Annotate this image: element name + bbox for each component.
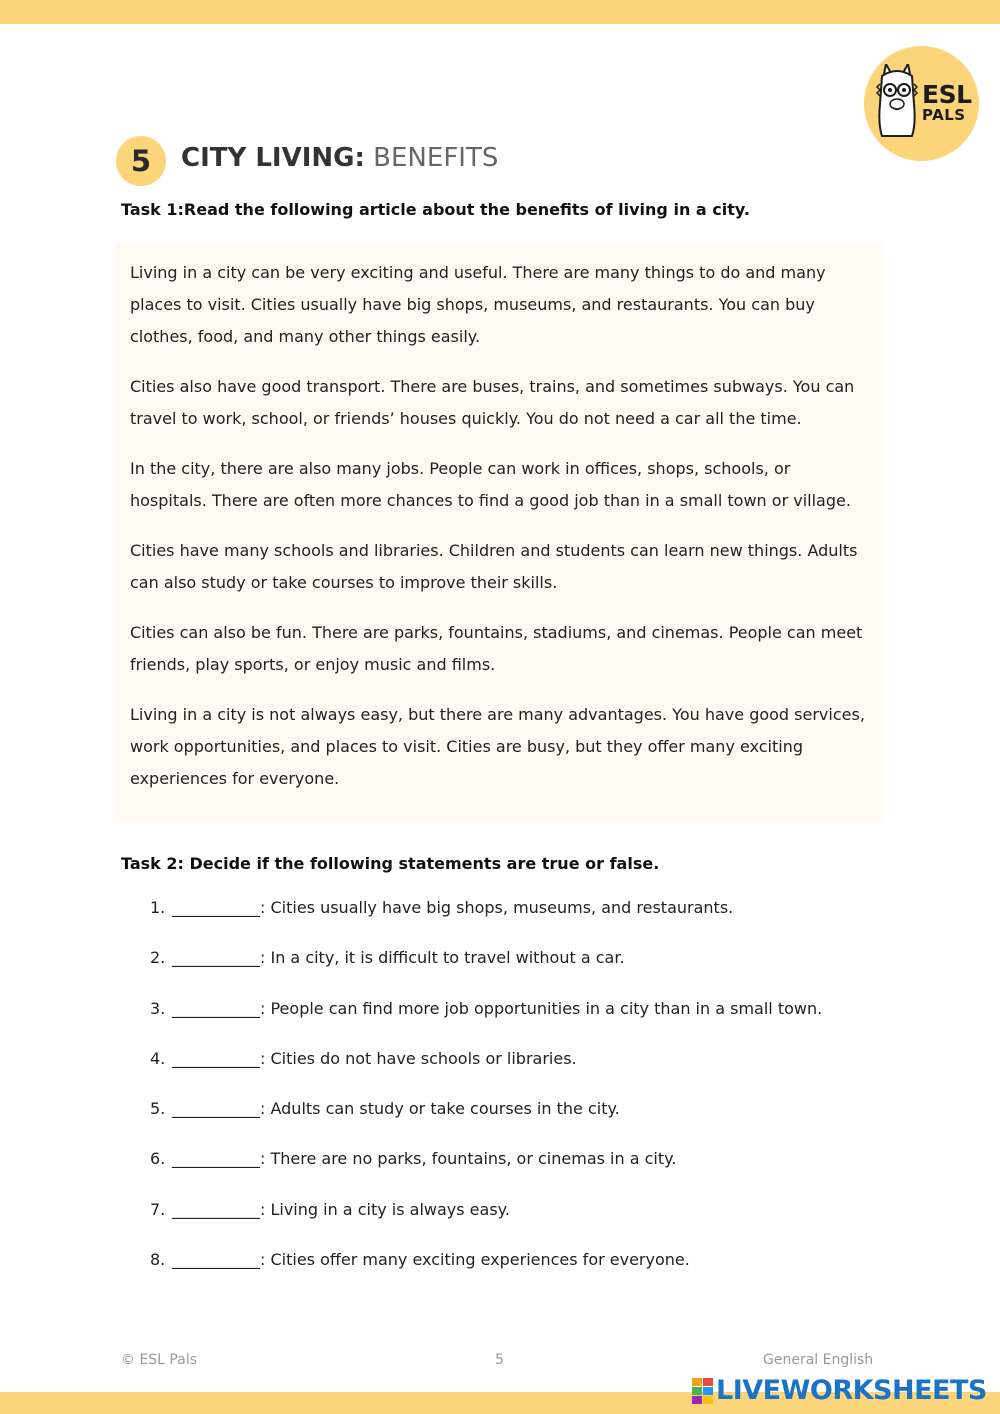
statement-text: : Adults can study or take courses in the city. [260,1099,620,1119]
statement-text: : Cities usually have big shops, museums, and restaurants. [260,898,734,917]
statement-item [150,1149,910,1199]
statement-text: : Living in a city is always easy. [260,1199,510,1219]
logo-text-esl: ESL [922,80,972,109]
statement-number: 3. [150,998,166,1018]
answer-blank[interactable]: ___________ [172,898,260,917]
statement-number: 5. [150,1099,166,1119]
article-paragraph: In the city, there are also many jobs. People can work in offices, shops, schools, or hospitals. There are often more chances to find a good job than in a small town or village. [130,459,851,510]
statement-text: : Cities offer many exciting experiences for everyone. [260,1250,690,1270]
answer-blank[interactable]: ___________ [172,1199,260,1219]
footer-page-number: 5 [495,1352,504,1368]
logo-text-pals: PALS [922,106,966,124]
task2-heading: Task 2: Decide if the following statements are true or false. [121,854,660,873]
statement-text: : In a city, it is difficult to travel without a car. [260,948,625,968]
article-paragraph: Cities have many schools and libraries. Children and students can learn new things. Adults can also study or take courses to improve their skills. [130,541,858,592]
title-light: BENEFITS [373,143,499,173]
task1-heading: Task 1:Read the following article about the benefits of living in a city. [121,200,750,219]
statement-text: : People can find more job opportunities in a city than in a small town. [260,998,823,1018]
liveworksheets-text: LIVEWORKSHEETS [716,1375,987,1406]
statement-number: 1. [150,898,166,917]
article-box [115,243,882,823]
page-title [181,143,498,173]
statement-item [150,1250,910,1300]
article-paragraph: Cities also have good transport. There are buses, trains, and sometimes subways. You can travel to work, school, or friends’ houses quickly. You do not need a car all the time. [130,377,855,428]
footer-course: General English [763,1352,874,1368]
statement-item [150,948,910,998]
title-bold: CITY LIVING: [181,143,365,173]
statement-list [150,898,910,1300]
llama-icon [874,64,920,140]
esl-pals-logo [864,46,979,161]
statement-number: 2. [150,948,166,968]
footer-copyright: © ESL Pals [121,1352,198,1368]
top-accent-band [0,0,1000,24]
statement-item [150,1099,910,1149]
article-paragraph: Living in a city can be very exciting and useful. There are many things to do and many places to visit. Cities usually have big shops, museums, and restaurants. You can buy clothes, food, and many other things easily. [130,263,826,346]
statement-text: : Cities do not have schools or libraries. [260,1048,577,1068]
statement-number: 6. [150,1149,166,1169]
article-paragraph: Cities can also be fun. There are parks, fountains, stadiums, and cinemas. People can meet friends, play sports, or enjoy music and films. [130,623,863,674]
statement-item [150,999,910,1049]
answer-blank[interactable]: ___________ [172,1048,260,1068]
statement-number: 4. [150,1048,166,1068]
statement-item [150,1200,910,1250]
statement-item [150,898,910,948]
statement-number: 7. [150,1199,166,1219]
answer-blank[interactable]: ___________ [172,1149,260,1169]
section-number-badge: 5 [116,136,166,186]
answer-blank[interactable]: ___________ [172,948,260,968]
answer-blank[interactable]: ___________ [172,998,260,1018]
article-paragraph: Living in a city is not always easy, but there are many advantages. You have good services, work opportunities, and places to visit. Cities are busy, but they offer many exciting experiences for everyone. [130,705,865,788]
statement-number: 8. [150,1250,166,1270]
liveworksheets-logo-icon [692,1377,714,1403]
answer-blank[interactable]: ___________ [172,1099,260,1119]
answer-blank[interactable]: ___________ [172,1250,260,1270]
statement-text: : There are no parks, fountains, or cinemas in a city. [260,1149,677,1169]
statement-item [150,1049,910,1099]
